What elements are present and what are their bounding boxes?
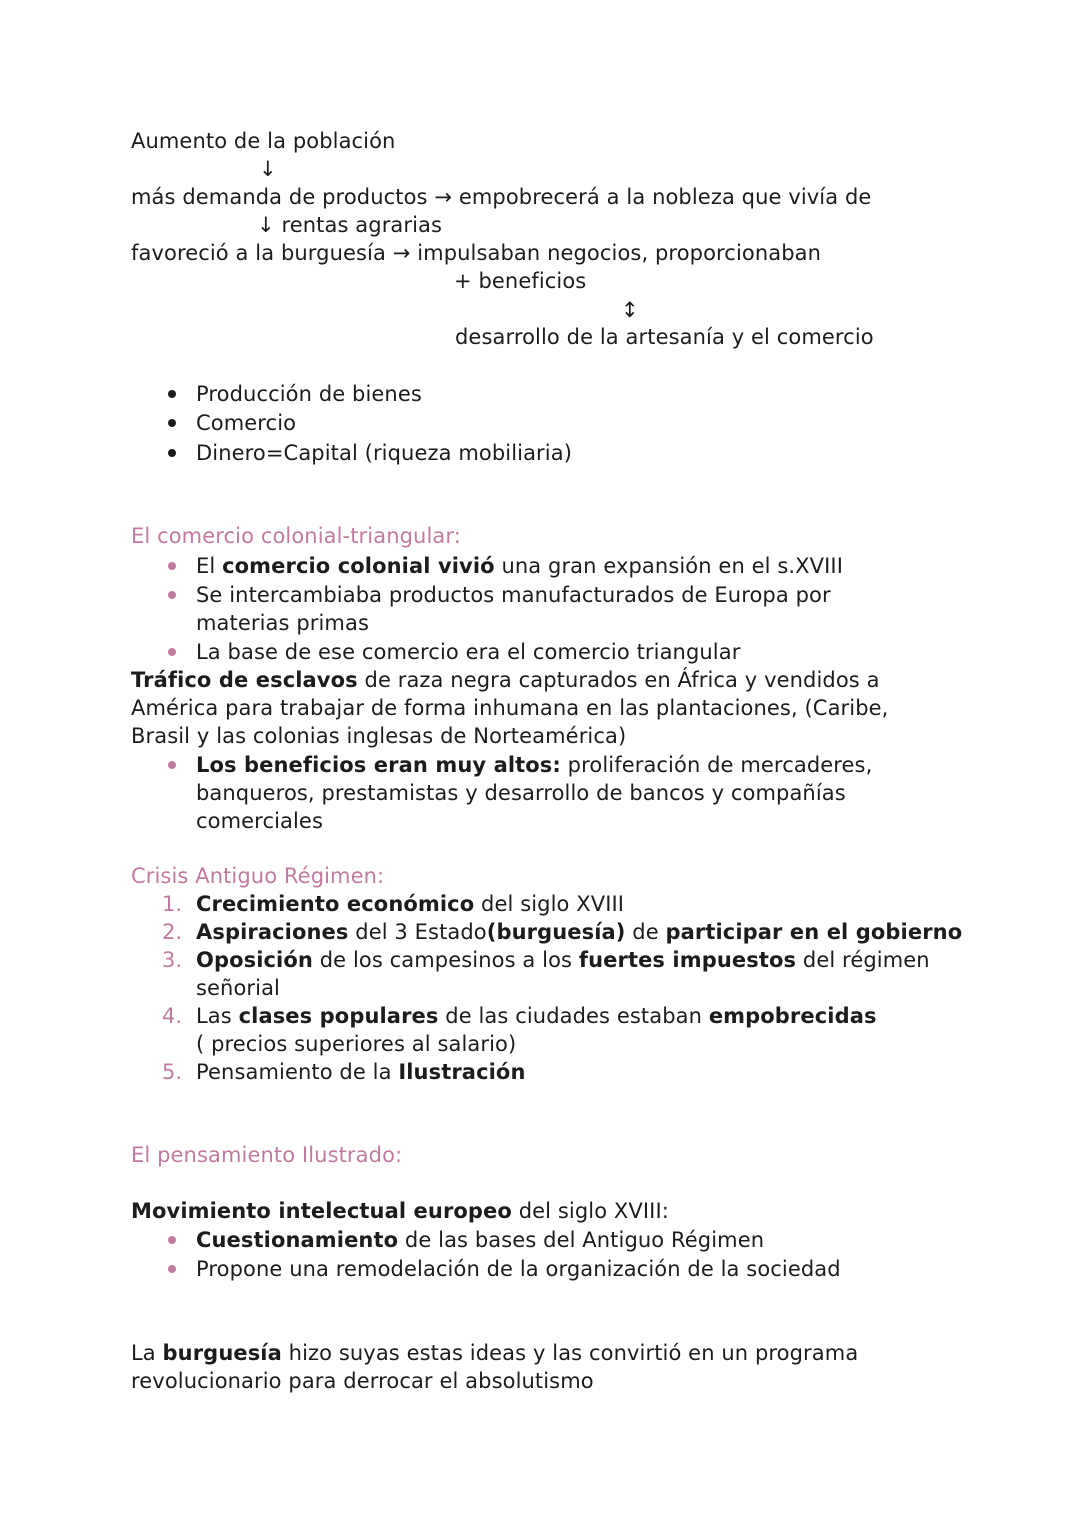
numbered-item: Oposición de los campesinos a los fuertes impuestos del régimen [196, 948, 930, 972]
list-number: 2. [162, 920, 183, 944]
paragraph-trafico-line2: América para trabajar de forma inhumana en las plantaciones, (Caribe, [131, 696, 889, 720]
bullet-icon [168, 390, 176, 398]
paragraph-closing: La burguesía hizo suyas estas ideas y las convirtió en un programa [131, 1341, 859, 1365]
numbered-item-continuation: ( precios superiores al salario) [196, 1032, 517, 1056]
bullet-icon [168, 761, 176, 769]
paragraph-trafico: Tráfico de esclavos de raza negra capturados en África y vendidos a [131, 668, 880, 692]
list-number: 1. [162, 892, 183, 916]
bullet-icon [168, 1265, 176, 1273]
list-number: 4. [162, 1004, 183, 1028]
list-number: 5. [162, 1060, 183, 1084]
list-item: Comercio [196, 411, 297, 435]
flow-line-1: Aumento de la población [131, 129, 396, 153]
numbered-item: Aspiraciones del 3 Estado(burguesía) de participar en el gobierno [196, 920, 963, 944]
flow-line-5: + beneficios [454, 269, 587, 293]
bullet-icon [168, 591, 176, 599]
list-item-continuation: banqueros, prestamistas y desarrollo de bancos y compañías [196, 781, 846, 805]
list-item-continuation: comerciales [196, 809, 323, 833]
list-item: Propone una remodelación de la organización de la sociedad [196, 1257, 841, 1281]
down-arrow-icon: ↓ [259, 157, 277, 181]
paragraph-closing-line2: revolucionario para derrocar el absolutismo [131, 1369, 594, 1393]
numbered-item: Pensamiento de la Ilustración [196, 1060, 526, 1084]
list-item: Dinero=Capital (riqueza mobiliaria) [196, 441, 572, 465]
numbered-item-continuation: señorial [196, 976, 280, 1000]
numbered-item: Las clases populares de las ciudades estaban empobrecidas [196, 1004, 877, 1028]
section-heading-ilustrado: El pensamiento Ilustrado: [131, 1143, 403, 1167]
updown-arrow-icon: ↕ [621, 298, 639, 322]
flow-line-2: más demanda de productos → empobrecerá a la nobleza que vivía de [131, 185, 872, 209]
paragraph-movimiento: Movimiento intelectual europeo del siglo XVIII: [131, 1199, 669, 1223]
flow-line-4: favoreció a la burguesía → impulsaban negocios, proporcionaban [131, 241, 822, 265]
list-number: 3. [162, 948, 183, 972]
bullet-icon [168, 449, 176, 457]
list-item: Cuestionamiento de las bases del Antiguo Régimen [196, 1228, 765, 1252]
flow-line-6: desarrollo de la artesanía y el comercio [455, 325, 874, 349]
list-item: Se intercambiaba productos manufacturados de Europa por [196, 583, 831, 607]
list-item: Los beneficios eran muy altos: proliferación de mercaderes, [196, 753, 873, 777]
list-item: El comercio colonial vivió una gran expansión en el s.XVIII [196, 554, 844, 578]
list-item: La base de ese comercio era el comercio triangular [196, 640, 741, 664]
list-item-continuation: materias primas [196, 611, 369, 635]
list-item: Producción de bienes [196, 382, 422, 406]
section-heading-crisis: Crisis Antiguo Régimen: [131, 864, 385, 888]
bullet-icon [168, 648, 176, 656]
flow-line-3: ↓ rentas agrarias [257, 213, 443, 237]
paragraph-trafico-line3: Brasil y las colonias inglesas de Norteamérica) [131, 724, 627, 748]
section-heading-colonial: El comercio colonial-triangular: [131, 524, 461, 548]
bullet-icon [168, 562, 176, 570]
bullet-icon [168, 1236, 176, 1244]
numbered-item: Crecimiento económico del siglo XVIII [196, 892, 625, 916]
bullet-icon [168, 419, 176, 427]
